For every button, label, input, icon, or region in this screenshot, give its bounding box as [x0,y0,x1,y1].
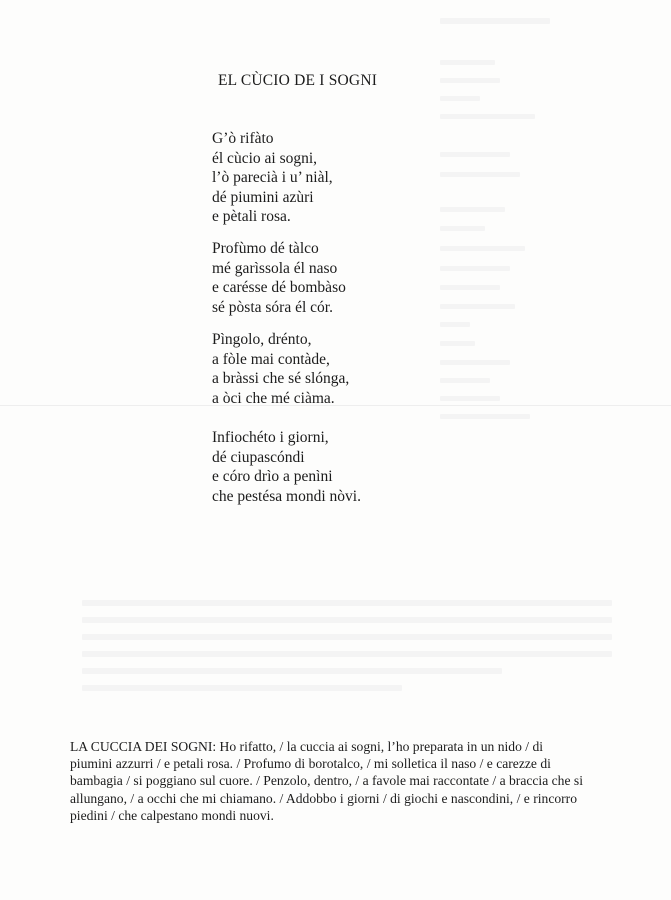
poem-line: dé piumini azùri [212,188,314,206]
poem-line: a bràssi che sé slónga, [212,370,350,387]
bleed-through-block [82,600,612,606]
poem-line: Infiochéto i giorni, [212,429,329,446]
poem-line: G’ò rifàto [212,130,274,147]
bleed-through-mark [440,304,515,309]
poem-line: l’ò parecià i u’ niàl, [212,169,333,186]
italian-translation [70,738,610,824]
bleed-through-mark [440,285,500,290]
bleed-through-mark [440,78,500,83]
bleed-through-mark [440,322,470,327]
bleed-through-mark [440,114,535,119]
bleed-through-mark [440,414,530,419]
poem-line: e pètali rosa. [212,208,291,225]
poem-line: mé garìssola él naso [212,259,338,277]
bleed-through-mark [440,60,495,65]
bleed-through-mark [440,246,525,251]
bleed-through-block [82,651,612,657]
bleed-through-mark [440,396,500,401]
translation-line: bambagia / si poggiano sul cuore. / Penzolo, dentro, / a favole mai raccontate / a braccia che si [70,773,583,789]
poem-stanza-3 [212,330,349,408]
bleed-through-block [82,668,502,674]
poem-line: a fòle mai contàde, [212,350,330,368]
poem-line: Pìngolo, drénto, [212,331,312,348]
poem-line: Profùmo dé tàlco [212,240,319,257]
bleed-through-mark [440,18,550,24]
translation-line: piumini azzurri / e petali rosa. / Profumo di borotalco, / mi solletica il naso / e carezze di [70,756,551,772]
poem-title: EL CÙCIO DE I SOGNI [218,72,378,89]
translation-line: allungano, / a occhi che mi chiamano. / Addobbo i giorni / di giochi e nascondini, / e rincorro [70,790,577,806]
bleed-through-mark [440,378,490,383]
poem-stanza-2 [212,239,346,317]
poem-line: che pestésa mondi nòvi. [212,487,361,505]
translation-line: piedini / che calpestano mondi nuovi. [70,807,274,823]
bleed-through-mark [440,152,510,157]
poem-line: dé ciupascóndi [212,448,305,466]
bleed-through-mark [440,96,480,101]
bleed-through-mark [440,207,505,212]
bleed-through-block [82,617,612,623]
poem-line: él cùcio ai sogni, [212,149,318,167]
bleed-through-mark [440,341,475,346]
poem-line: a òci che mé ciàma. [212,389,335,407]
bleed-through-mark [440,226,485,231]
poem-stanza-1 [212,129,333,227]
bleed-through-block [82,634,612,640]
bleed-through-mark [440,266,510,271]
poem-stanza-4 [212,428,361,506]
poem-line: e córo drìo a penìni [212,468,333,485]
poem-line: sé pòsta sóra él cór. [212,298,333,316]
translation-line: LA CUCCIA DEI SOGNI: Ho rifatto, / la cuccia ai sogni, l’ho preparata in un nido / di [70,739,544,754]
bleed-through-mark [440,172,520,177]
bleed-through-mark [440,360,510,365]
bleed-through-block [82,685,402,691]
poem-line: e carésse dé bombàso [212,279,346,296]
